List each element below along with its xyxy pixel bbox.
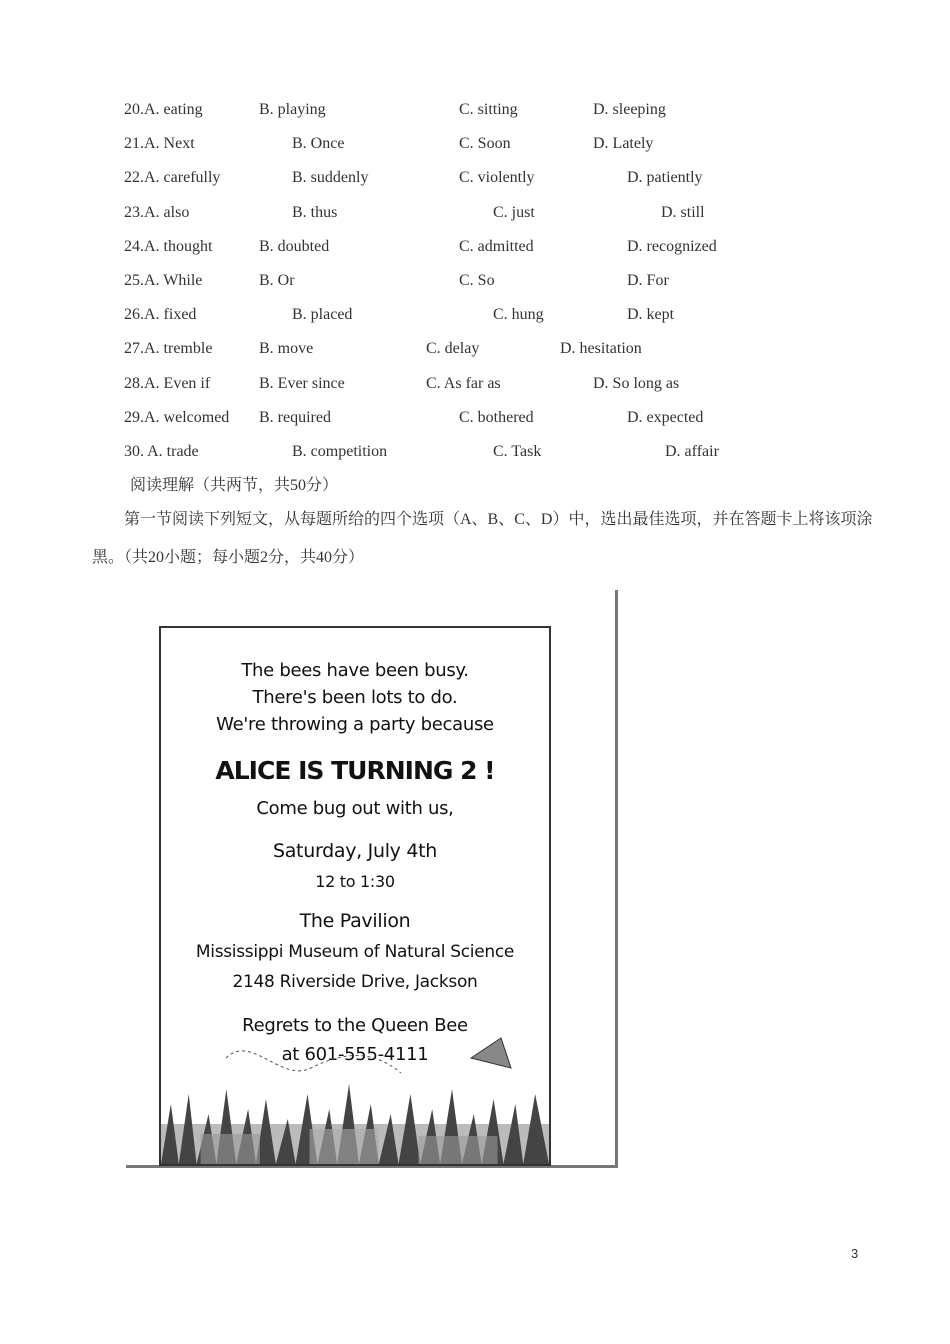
option-c: C. violently (459, 169, 535, 187)
invite-line-4: Come bug out with us, (256, 798, 454, 819)
option-d: D. still (661, 203, 705, 221)
grass-border-icon (161, 1074, 549, 1164)
option-c: C. just (493, 203, 535, 221)
option-a: 26.A. fixed (124, 306, 197, 324)
option-c: C. admitted (459, 237, 534, 255)
question-row (0, 166, 950, 190)
option-c: C. sitting (459, 101, 518, 118)
option-b: B. required (259, 408, 331, 426)
invite-line-1: The bees have been busy. (241, 660, 469, 681)
option-c: C. So (459, 272, 495, 289)
invite-museum: Mississippi Museum of Natural Science (195, 942, 515, 962)
option-b: B. playing (259, 101, 326, 118)
invite-address: 2148 Riverside Drive, Jackson (232, 972, 478, 992)
invite-time: 12 to 1:30 (315, 872, 395, 891)
invite-venue: The Pavilion (299, 910, 411, 932)
option-a: 20.A. eating (124, 101, 203, 118)
option-c: C. As far as (426, 374, 501, 392)
option-c: C. Soon (459, 135, 511, 153)
option-d: D. hesitation (560, 340, 642, 358)
party-invitation-card (159, 626, 551, 1166)
option-d: D. expected (627, 408, 704, 426)
instruction-line-1: 第一节阅读下列短文，从每题所给的四个选项（A、B、C、D）中，选出最佳选项，并在答题卡上将该项涂 (124, 511, 873, 528)
invite-line-2: There's been lots to do. (252, 687, 458, 708)
option-d: D. So long as (593, 374, 680, 392)
option-d: D. patiently (627, 169, 703, 187)
option-c: C. bothered (459, 408, 534, 426)
invite-date: Saturday, July 4th (272, 840, 438, 862)
question-row (0, 406, 950, 430)
option-c: C. Task (493, 443, 542, 460)
option-a: 23.A. also (124, 203, 190, 221)
invite-rsvp: Regrets to the Queen Bee (242, 1015, 468, 1036)
option-b: B. Ever since (259, 374, 345, 392)
option-a: 25.A. While (124, 272, 203, 289)
option-a: 28.A. Even if (124, 374, 211, 392)
option-a: 29.A. welcomed (124, 408, 230, 426)
option-d: D. For (627, 272, 669, 289)
page-number: 3 (851, 1246, 859, 1261)
question-row (0, 372, 950, 396)
option-b: B. thus (292, 203, 338, 221)
question-row (0, 235, 950, 259)
option-a: 24.A. thought (124, 237, 213, 255)
option-d: D. recognized (627, 237, 717, 255)
option-b: B. move (259, 340, 314, 358)
option-d: D. affair (665, 443, 719, 460)
option-b: B. placed (292, 306, 353, 324)
option-d: D. sleeping (593, 101, 666, 118)
invite-phone: at 601-555-4111 (281, 1044, 429, 1065)
option-a: 21.A. Next (124, 135, 195, 153)
section-title: 阅读理解（共两节，共50分） (130, 477, 339, 494)
option-a: 22.A. carefully (124, 169, 221, 187)
question-row (0, 337, 950, 361)
option-b: B. Once (292, 135, 345, 153)
option-a: 30. A. trade (124, 443, 199, 460)
option-b: B. competition (292, 443, 388, 460)
question-row (0, 440, 950, 464)
option-b: B. doubted (259, 237, 330, 255)
question-row (0, 269, 950, 293)
invite-line-3: We're throwing a party because (216, 714, 494, 735)
option-b: B. Or (259, 272, 295, 289)
option-c: C. delay (426, 340, 480, 358)
option-d: D. Lately (593, 135, 654, 153)
question-row (0, 98, 950, 122)
question-row (0, 132, 950, 156)
question-row (0, 201, 950, 225)
option-d: D. kept (627, 306, 675, 324)
invite-headline: ALICE IS TURNING 2 ! (215, 756, 495, 785)
option-b: B. suddenly (292, 169, 369, 187)
question-row (0, 303, 950, 327)
option-a: 27.A. tremble (124, 340, 213, 358)
option-c: C. hung (493, 306, 544, 324)
instruction-line-2: 黑。（共20小题；每小题2分，共40分） (92, 549, 365, 566)
